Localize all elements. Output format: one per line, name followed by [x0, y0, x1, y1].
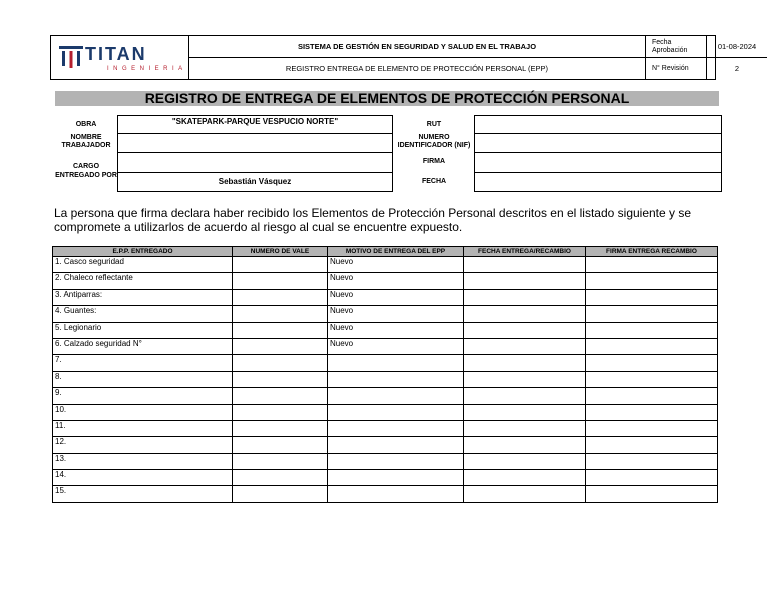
motivo-cell[interactable]	[328, 453, 464, 469]
motivo-cell[interactable]: Nuevo	[328, 273, 464, 289]
fecha-cell[interactable]	[464, 486, 586, 502]
declaration-text: La persona que firma declara haber recibido los Elementos de Protección Personal descritos en el listado siguiente y se compromete a utilizarlos de acuerdo al riesgo al cual se encuentre expuesto.	[54, 206, 692, 234]
rut-field[interactable]	[474, 115, 722, 134]
motivo-cell[interactable]: Nuevo	[328, 322, 464, 338]
fecha-cell[interactable]	[464, 257, 586, 273]
epp-cell: 15.	[53, 486, 233, 502]
firma-label: FIRMA	[422, 158, 446, 165]
revision-value: 2	[734, 64, 740, 73]
fecha-cell[interactable]	[464, 306, 586, 322]
col-epp-header: E.P.P. ENTREGADO	[53, 247, 233, 257]
vale-cell[interactable]	[233, 371, 328, 387]
firma-cell[interactable]	[586, 306, 718, 322]
firma-cell[interactable]	[586, 453, 718, 469]
table-row	[53, 437, 718, 453]
motivo-cell[interactable]	[328, 371, 464, 387]
fecha-label: FECHA	[421, 178, 447, 185]
fecha-cell[interactable]	[464, 470, 586, 486]
motivo-cell[interactable]	[328, 355, 464, 371]
vale-cell[interactable]	[233, 486, 328, 502]
vale-cell[interactable]	[233, 289, 328, 305]
revision-label: N° Revisión	[652, 64, 689, 72]
rut-label: RUT	[426, 121, 442, 128]
motivo-cell[interactable]	[328, 388, 464, 404]
epp-cell: 2. Chaleco reflectante	[53, 273, 233, 289]
table-header-row	[53, 247, 718, 257]
vale-cell[interactable]	[233, 273, 328, 289]
obra-field[interactable]: "SKATEPARK-PARQUE VESPUCIO NORTE"	[117, 115, 393, 134]
fecha-field[interactable]	[474, 172, 722, 192]
motivo-cell[interactable]	[328, 437, 464, 453]
vale-cell[interactable]	[233, 257, 328, 273]
col-motivo-header: MOTIVO DE ENTREGA DEL EPP	[328, 247, 464, 257]
col-firma-header: FIRMA ENTREGA RECAMBIO	[586, 247, 718, 257]
table-row	[53, 371, 718, 387]
motivo-cell[interactable]	[328, 404, 464, 420]
fecha-cell[interactable]	[464, 371, 586, 387]
epp-cell: 8.	[53, 371, 233, 387]
firma-cell[interactable]	[586, 338, 718, 354]
nif-field[interactable]	[474, 133, 722, 153]
fecha-aprobacion-value: 01-08-2024	[707, 36, 767, 58]
document-title: REGISTRO ENTREGA DE ELEMENTO DE PROTECCIÓN PERSONAL (EPP)	[285, 64, 549, 73]
table-row	[53, 486, 718, 502]
firma-cell[interactable]	[586, 388, 718, 404]
titan-logo-icon	[58, 44, 84, 70]
epp-cell: 1. Casco seguridad	[53, 257, 233, 273]
col-vale-header: NUMERO DE VALE	[233, 247, 328, 257]
table-row	[53, 322, 718, 338]
table-row	[53, 420, 718, 436]
motivo-cell[interactable]: Nuevo	[328, 289, 464, 305]
motivo-cell[interactable]: Nuevo	[328, 306, 464, 322]
firma-field[interactable]	[474, 152, 722, 173]
motivo-cell[interactable]	[328, 470, 464, 486]
epp-cell: 7.	[53, 355, 233, 371]
epp-cell: 12.	[53, 437, 233, 453]
epp-cell: 5. Legionario	[53, 322, 233, 338]
firma-cell[interactable]	[586, 322, 718, 338]
table-row	[53, 257, 718, 273]
epp-cell: 11.	[53, 420, 233, 436]
table-row	[53, 306, 718, 322]
vale-cell[interactable]	[233, 306, 328, 322]
cargo-label: CARGO	[72, 163, 100, 170]
fecha-cell[interactable]	[464, 338, 586, 354]
firma-cell[interactable]	[586, 257, 718, 273]
fecha-cell[interactable]	[464, 322, 586, 338]
epp-cell: 9.	[53, 388, 233, 404]
motivo-cell[interactable]: Nuevo	[328, 338, 464, 354]
vale-cell[interactable]	[233, 388, 328, 404]
fecha-cell[interactable]	[464, 420, 586, 436]
firma-cell[interactable]	[586, 437, 718, 453]
firma-cell[interactable]	[586, 420, 718, 436]
fecha-cell[interactable]	[464, 437, 586, 453]
table-row	[53, 470, 718, 486]
fecha-cell[interactable]	[464, 273, 586, 289]
motivo-cell[interactable]	[328, 420, 464, 436]
page-title: REGISTRO DE ENTREGA DE ELEMENTOS DE PROTECCIÓN PERSONAL	[55, 91, 719, 106]
fecha-cell[interactable]	[464, 404, 586, 420]
document-header	[50, 35, 757, 80]
table-row	[53, 404, 718, 420]
motivo-cell[interactable]: Nuevo	[328, 257, 464, 273]
epp-cell: 14.	[53, 470, 233, 486]
firma-cell[interactable]	[586, 371, 718, 387]
vale-cell[interactable]	[233, 453, 328, 469]
epp-cell: 3. Antiparras:	[53, 289, 233, 305]
firma-cell[interactable]	[586, 470, 718, 486]
table-row	[53, 273, 718, 289]
nif-label: NUMERO IDENTIFICADOR (NIF)	[397, 134, 471, 149]
table-row	[53, 453, 718, 469]
vale-cell[interactable]	[233, 404, 328, 420]
epp-cell: 13.	[53, 453, 233, 469]
brand-subtitle: INGENIERIA	[107, 66, 187, 72]
table-row	[53, 355, 718, 371]
fecha-cell[interactable]	[464, 453, 586, 469]
epp-cell: 6. Calzado seguridad N°	[53, 338, 233, 354]
entregado-label: ENTREGADO POR	[55, 172, 117, 179]
nombre-label: NOMBRE TRABAJADOR	[61, 134, 111, 149]
vale-cell[interactable]	[233, 338, 328, 354]
firma-cell[interactable]	[586, 486, 718, 502]
table-row	[53, 289, 718, 305]
firma-cell[interactable]	[586, 355, 718, 371]
fecha-aprobacion-label: Fecha Aprobación	[646, 36, 706, 58]
vale-cell[interactable]	[233, 437, 328, 453]
vale-cell[interactable]	[233, 322, 328, 338]
epp-cell: 4. Guantes:	[53, 306, 233, 322]
table-row	[53, 388, 718, 404]
firma-cell[interactable]	[586, 404, 718, 420]
motivo-cell[interactable]	[328, 486, 464, 502]
fecha-cell[interactable]	[464, 355, 586, 371]
epp-cell: 10.	[53, 404, 233, 420]
brand-name: TITAN	[85, 44, 147, 64]
col-fecha-header: FECHA ENTREGA/RECAMBIO	[464, 247, 586, 257]
epp-table	[52, 246, 718, 503]
company-logo	[51, 36, 189, 79]
cargo-field[interactable]	[117, 152, 393, 173]
fecha-cell[interactable]	[464, 289, 586, 305]
firma-cell[interactable]	[586, 273, 718, 289]
entregado-field[interactable]: Sebastián Vásquez	[117, 172, 393, 192]
vale-cell[interactable]	[233, 420, 328, 436]
nombre-field[interactable]	[117, 133, 393, 153]
system-title: SISTEMA DE GESTIÓN EN SEGURIDAD Y SALUD EN EL TRABAJO	[189, 36, 645, 58]
obra-label: OBRA	[75, 121, 97, 128]
fecha-cell[interactable]	[464, 388, 586, 404]
firma-cell[interactable]	[586, 289, 718, 305]
vale-cell[interactable]	[233, 470, 328, 486]
table-row	[53, 338, 718, 354]
vale-cell[interactable]	[233, 355, 328, 371]
